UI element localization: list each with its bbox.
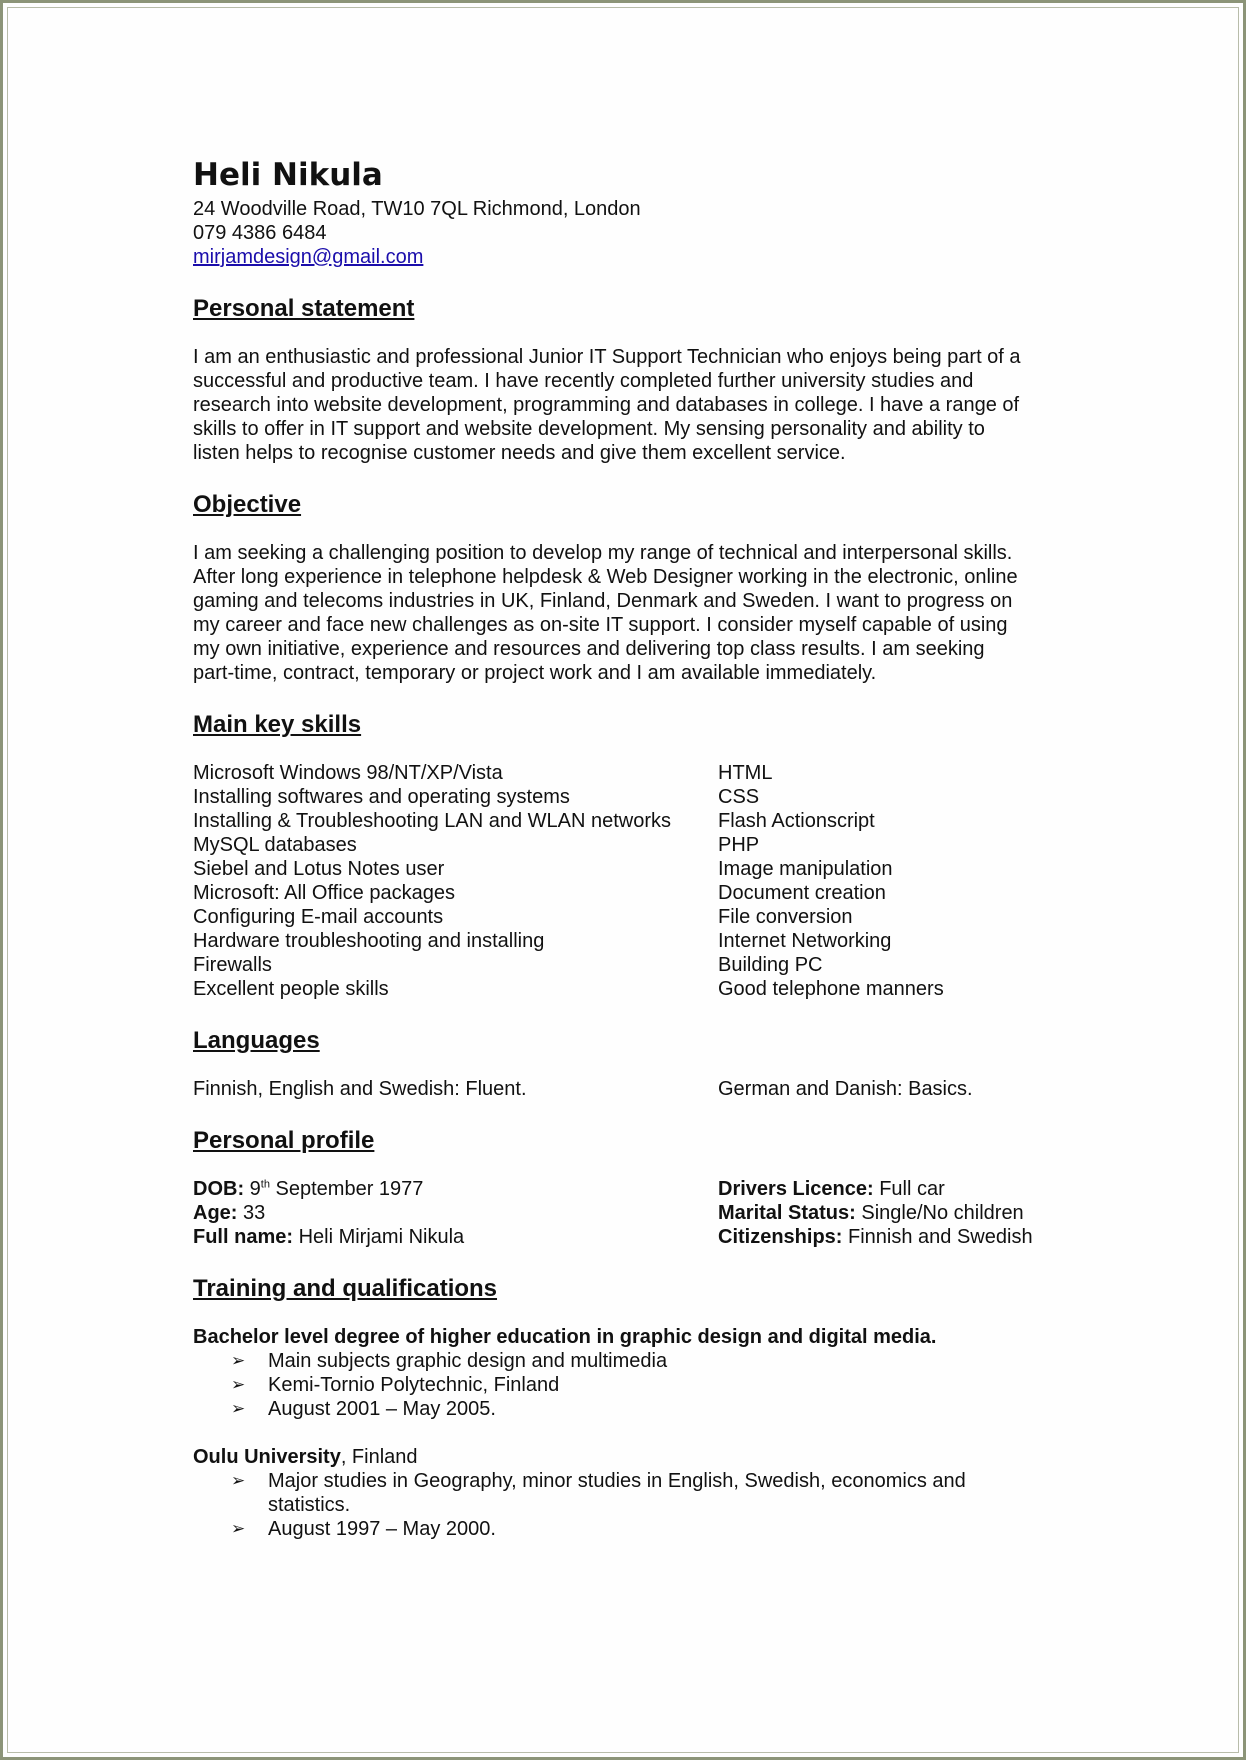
list-item: [231, 1469, 1093, 1517]
fullname-row: [193, 1225, 718, 1249]
university-details-list: [193, 1469, 1093, 1541]
list-item: [231, 1349, 1093, 1373]
list-item: [231, 1373, 1093, 1397]
skills-right-column: [718, 761, 1093, 1001]
licence-value: Full car: [873, 1178, 945, 1200]
profile-right-column: [718, 1177, 1093, 1249]
degree-detail: Kemi-Tornio Polytechnic, Finland: [268, 1374, 560, 1396]
languages-fluent: Finnish, English and Swedish: Fluent.: [193, 1078, 527, 1100]
objective-line: After long experience in telephone helpdesk & Web Designer working in the electronic, online: [193, 566, 1018, 588]
age-label: Age:: [193, 1202, 238, 1224]
skill-item: Hardware troubleshooting and installing: [193, 930, 545, 952]
dob-rest: September 1977: [269, 1178, 424, 1200]
statement-line: I am an enthusiastic and professional Junior IT Support Technician who enjoys being part of a: [193, 346, 1021, 368]
fullname-label: Full name:: [193, 1226, 294, 1248]
list-item: [231, 1397, 1093, 1421]
languages-row: [193, 1077, 1093, 1101]
objective-text: [193, 541, 1093, 685]
languages-heading: Languages: [193, 1027, 320, 1054]
degree-detail: Main subjects graphic design and multimedia: [268, 1350, 668, 1372]
arrow-bullet-icon: ➢: [231, 1351, 246, 1371]
statement-line: listen helps to recognise customer needs and give them excellent service.: [193, 442, 846, 464]
university-detail-line: statistics.: [268, 1494, 351, 1516]
objective-line: my own initiative, experience and resources and delivering top class results. I am seeking: [193, 638, 985, 660]
candidate-name: Heli Nikula: [193, 157, 383, 193]
skills-columns: [193, 761, 1093, 1001]
university-detail: August 1997 – May 2000.: [268, 1518, 496, 1540]
email-link[interactable]: mirjamdesign@gmail.com: [193, 246, 424, 268]
degree-title: Bachelor level degree of higher education in graphic design and digital media.: [193, 1326, 937, 1348]
objective-line: my career and face new challenges as on-site IT support. I consider myself capable of using: [193, 614, 1008, 636]
skills-heading: Main key skills: [193, 711, 362, 738]
objective-line: gaming and telecoms industries in UK, Finland, Denmark and Sweden. I want to progress on: [193, 590, 1013, 612]
university-title: [193, 1445, 1093, 1469]
profile-left-column: [193, 1177, 718, 1249]
dob-row: [193, 1177, 718, 1201]
university-location: , Finland: [340, 1446, 418, 1468]
skill-item: MySQL databases: [193, 834, 357, 856]
skill-item: Good telephone manners: [718, 978, 944, 1000]
arrow-bullet-icon: ➢: [231, 1399, 246, 1419]
statement-line: skills to offer in IT support and website development. My sensing personality and ability to: [193, 418, 985, 440]
marital-row: [718, 1201, 1093, 1225]
fullname-value: Heli Mirjami Nikula: [293, 1226, 465, 1248]
statement-line: successful and productive team. I have recently completed further university studies and: [193, 370, 974, 392]
list-item: [231, 1517, 1093, 1541]
skills-left-column: [193, 761, 718, 1001]
skill-item: Microsoft: All Office packages: [193, 882, 455, 904]
skill-item: Installing softwares and operating systems: [193, 786, 570, 808]
age-value: 33: [237, 1202, 266, 1224]
personal-profile-heading: Personal profile: [193, 1127, 375, 1154]
arrow-bullet-icon: ➢: [231, 1375, 246, 1395]
address: 24 Woodville Road, TW10 7QL Richmond, London: [193, 198, 641, 220]
citizenship-value: Finnish and Swedish: [842, 1226, 1033, 1248]
dob-day: 9: [244, 1178, 261, 1200]
university-detail-line: Major studies in Geography, minor studies in English, Swedish, economics and: [268, 1470, 966, 1492]
skill-item: Siebel and Lotus Notes user: [193, 858, 445, 880]
arrow-bullet-icon: ➢: [231, 1471, 246, 1491]
skill-item: Configuring E-mail accounts: [193, 906, 444, 928]
skill-item: Document creation: [718, 882, 886, 904]
skill-item: HTML: [718, 762, 773, 784]
citizenship-label: Citizenships:: [718, 1226, 843, 1248]
skill-item: CSS: [718, 786, 760, 808]
personal-statement-heading: Personal statement: [193, 295, 415, 322]
phone-number: 079 4386 6484: [193, 222, 327, 244]
skill-item: File conversion: [718, 906, 853, 928]
marital-label: Marital Status:: [718, 1202, 856, 1224]
personal-statement-text: [193, 345, 1093, 465]
skill-item: PHP: [718, 834, 760, 856]
objective-heading: Objective: [193, 491, 302, 518]
skill-item: Installing & Troubleshooting LAN and WLAN networks: [193, 810, 672, 832]
languages-basic: German and Danish: Basics.: [718, 1078, 973, 1100]
skill-item: Microsoft Windows 98/NT/XP/Vista: [193, 762, 503, 784]
skill-item: Building PC: [718, 954, 823, 976]
licence-label: Drivers Licence:: [718, 1178, 874, 1200]
profile-columns: [193, 1177, 1093, 1249]
objective-line: part-time, contract, temporary or project work and I am available immediately.: [193, 662, 877, 684]
citizenship-row: [718, 1225, 1093, 1249]
degree-detail: August 2001 – May 2005.: [268, 1398, 496, 1420]
skill-item: Internet Networking: [718, 930, 892, 952]
skill-item: Excellent people skills: [193, 978, 389, 1000]
university-name: Oulu University: [193, 1446, 341, 1468]
university-detail: [268, 1469, 966, 1517]
dob-suffix: th: [260, 1178, 270, 1191]
skill-item: Firewalls: [193, 954, 272, 976]
age-row: [193, 1201, 718, 1225]
skill-item: Flash Actionscript: [718, 810, 875, 832]
skill-item: Image manipulation: [718, 858, 893, 880]
training-heading: Training and qualifications: [193, 1275, 498, 1302]
dob-label: DOB:: [193, 1178, 245, 1200]
statement-line: research into website development, programming and databases in college. I have a range of: [193, 394, 1020, 416]
arrow-bullet-icon: ➢: [231, 1519, 246, 1539]
licence-row: [718, 1177, 1093, 1201]
objective-line: I am seeking a challenging position to develop my range of technical and interpersonal skills.: [193, 542, 1013, 564]
marital-value: Single/No children: [855, 1202, 1024, 1224]
degree-details-list: [193, 1349, 1093, 1421]
resume-content: [193, 153, 1093, 1541]
